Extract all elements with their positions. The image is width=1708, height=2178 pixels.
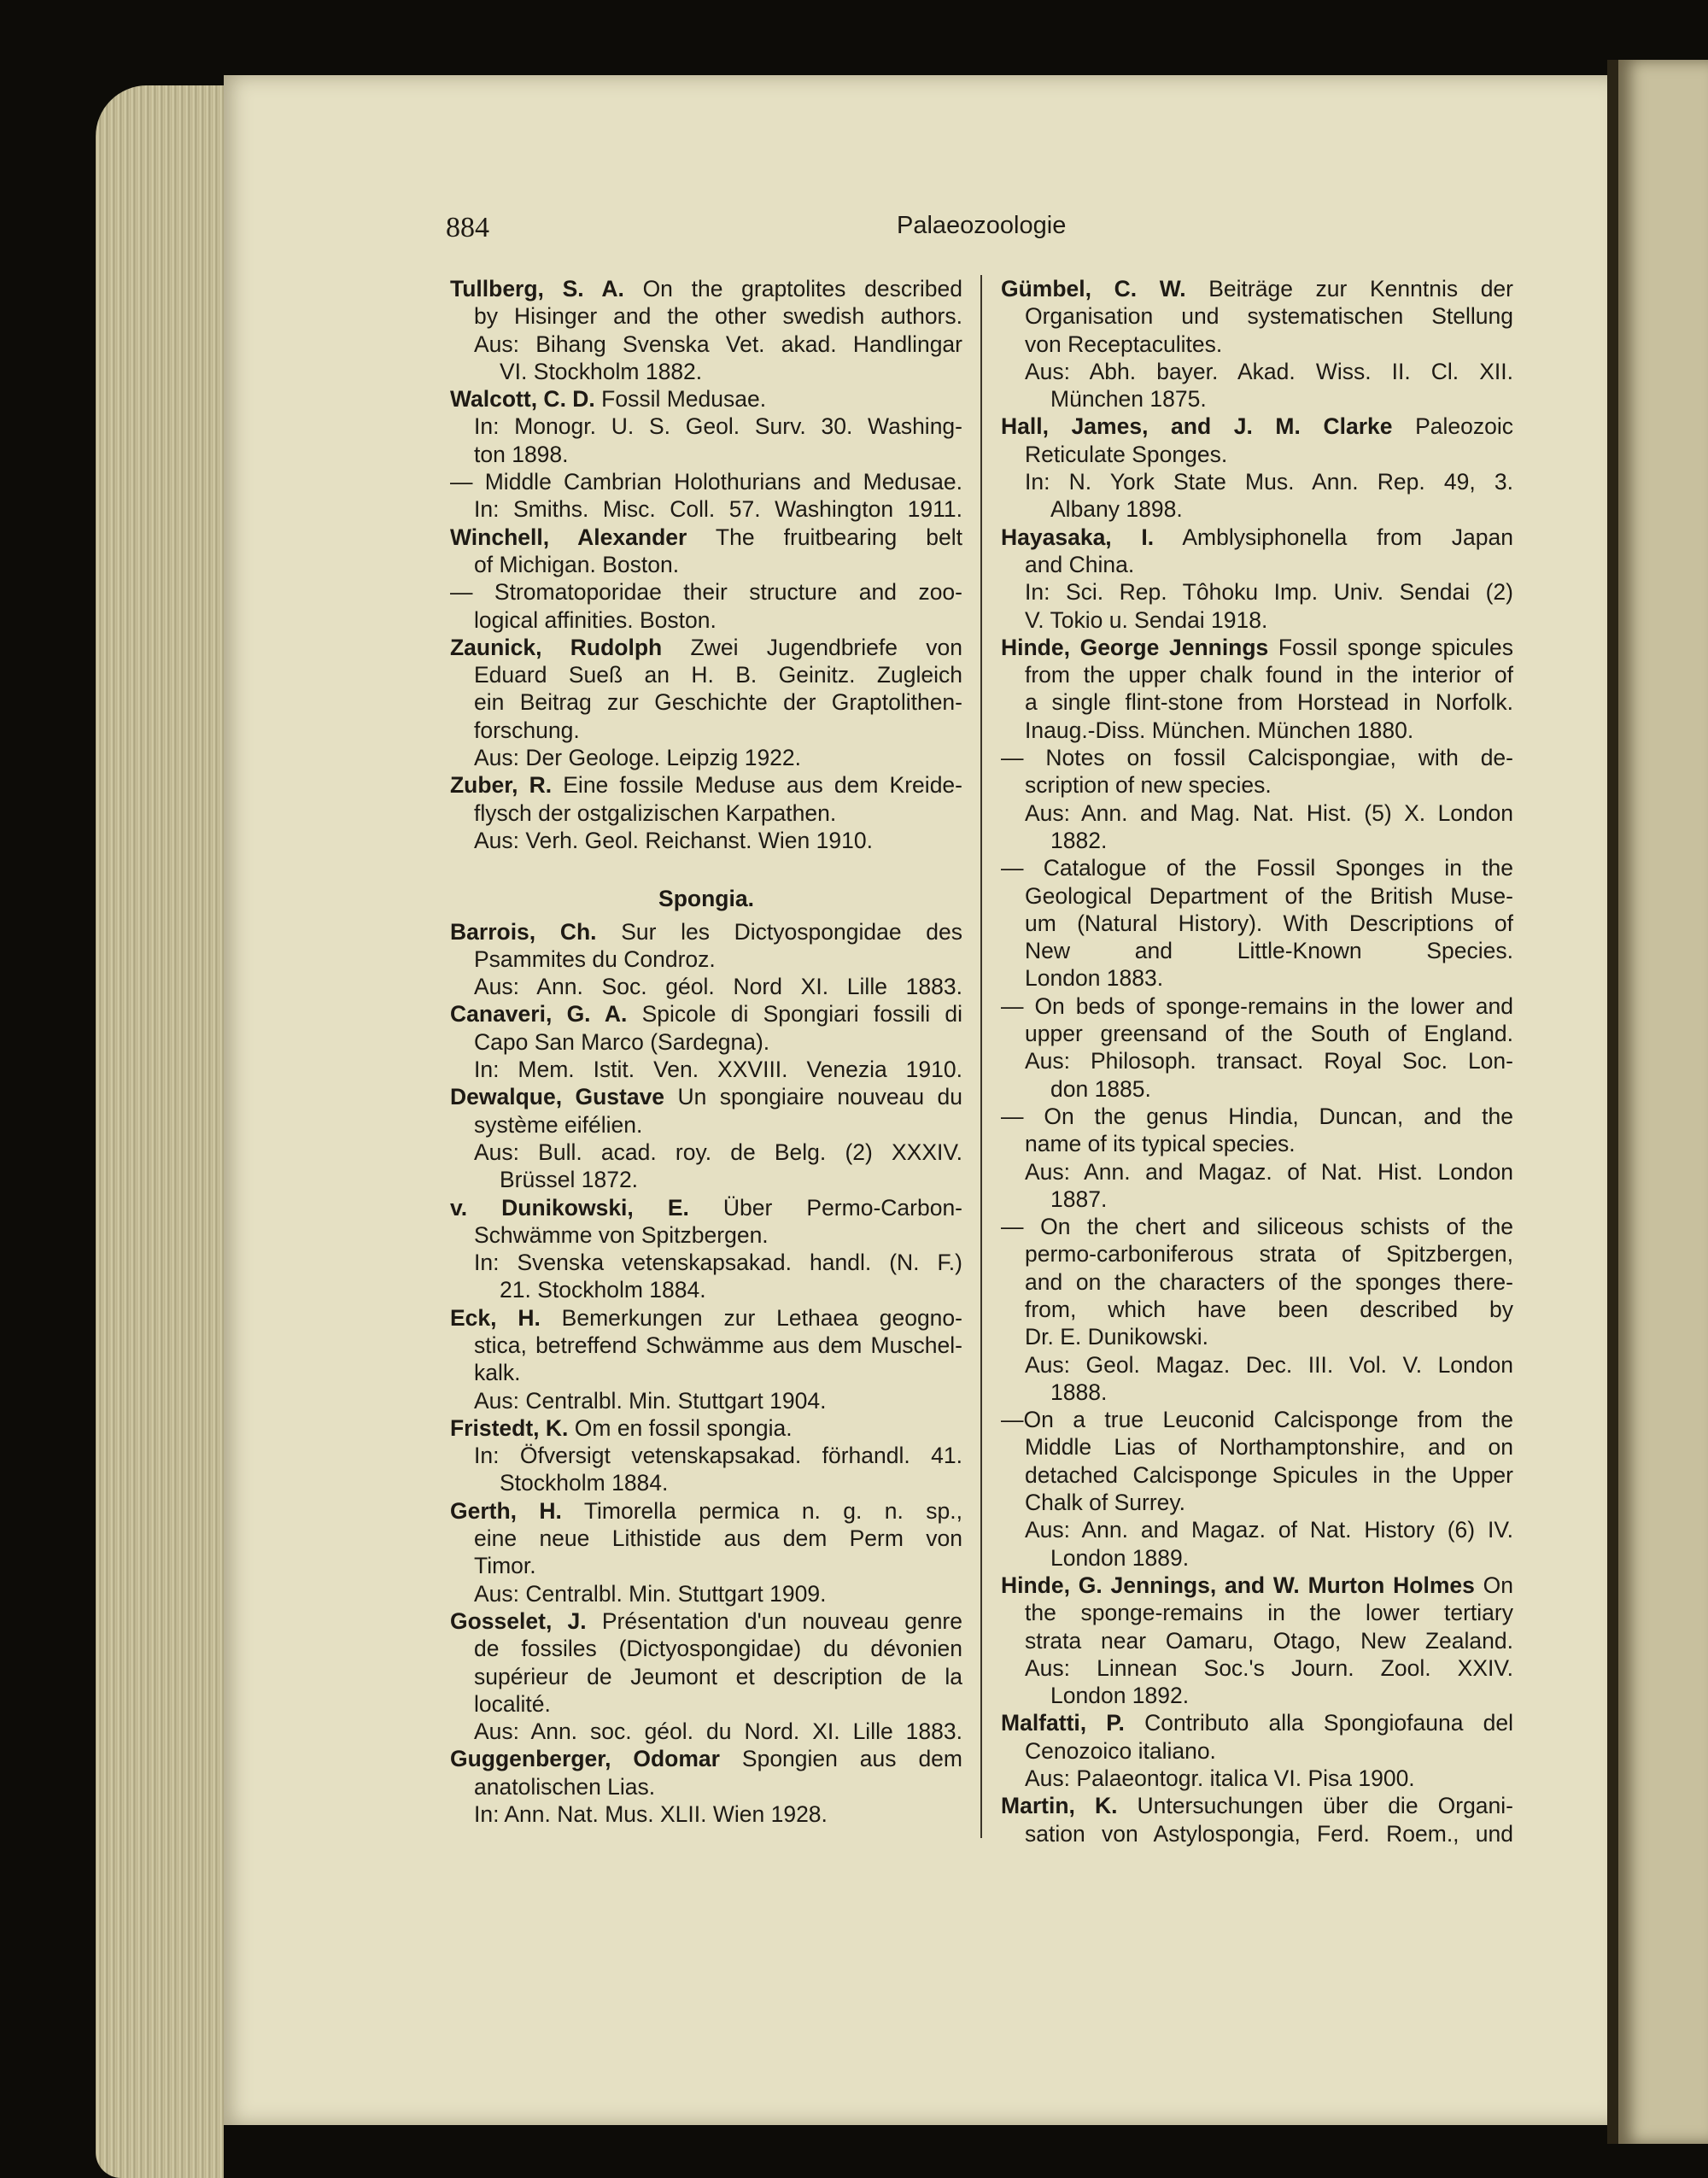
entry-text: de fossiles (Dictyospongidae) du dévonien xyxy=(474,1636,962,1662)
entry-line xyxy=(450,606,962,634)
entry-line xyxy=(450,1552,962,1579)
entry-text: Aus: Bull. acad. roy. de Belg. (2) XXXIV. xyxy=(474,1139,962,1165)
bibliography-entry xyxy=(450,771,962,854)
bibliography-entry xyxy=(450,385,962,468)
entry-text: Albany 1898. xyxy=(1050,496,1183,523)
entry-line xyxy=(1001,964,1513,992)
entry-line xyxy=(1001,1268,1513,1296)
entry-line xyxy=(1001,1379,1513,1406)
entry-text: Beiträge zur Kenntnis der xyxy=(1185,276,1513,302)
entry-line xyxy=(1001,1572,1513,1599)
entry-line xyxy=(1001,1544,1513,1572)
entry-text: Aus: Ann. and Magaz. of Nat. History (6) IV. xyxy=(1025,1517,1513,1543)
entry-text: Capo San Marco (Sardegna). xyxy=(474,1028,770,1055)
entry-author: Guggenberger, Odomar xyxy=(450,1746,720,1772)
entry-line xyxy=(450,1249,962,1276)
entry-text: London 1889. xyxy=(1050,1544,1190,1571)
entry-line xyxy=(1001,1186,1513,1213)
entry-text: — Catalogue of the Fossil Sponges in the xyxy=(1001,855,1513,881)
entry-line xyxy=(450,551,962,578)
entry-line xyxy=(450,918,962,946)
section-entries xyxy=(450,918,962,1829)
entry-line xyxy=(1001,1737,1513,1765)
bibliography-entry xyxy=(1001,1709,1513,1792)
entry-line xyxy=(1001,1158,1513,1186)
entry-author: Hayasaka, I. xyxy=(1001,524,1155,550)
entry-line xyxy=(450,771,962,799)
entry-text: don 1885. xyxy=(1050,1075,1151,1102)
entry-text: Aus: Ann. Soc. géol. Nord XI. Lille 1883. xyxy=(474,974,962,1000)
entry-text: a single flint-stone from Horstead in Norfolk. xyxy=(1025,689,1513,716)
entry-text: In: Sci. Rep. Tôhoku Imp. Univ. Sendai (2) xyxy=(1025,579,1513,606)
entry-line xyxy=(1001,1489,1513,1516)
entry-line xyxy=(450,413,962,440)
entry-line xyxy=(1001,717,1513,744)
entry-text: strata near Oamaru, Otago, New Zealand. xyxy=(1025,1627,1513,1654)
entry-line xyxy=(450,1056,962,1083)
entry-line xyxy=(450,1442,962,1469)
entry-text: of Michigan. Boston. xyxy=(474,551,680,577)
entry-line xyxy=(450,1139,962,1166)
entry-line xyxy=(450,688,962,716)
entry-text: Aus: Ann. soc. géol. du Nord. XI. Lille 1883. xyxy=(474,1718,962,1745)
entry-line xyxy=(1001,910,1513,937)
entry-line xyxy=(450,1607,962,1635)
entry-text: Aus: Geol. Magaz. Dec. III. Vol. V. London xyxy=(1025,1351,1513,1378)
entry-author: Hall, James, and J. M. Clarke xyxy=(1001,413,1393,440)
entry-line xyxy=(450,524,962,551)
entry-text: In: Svenska vetenskapsakad. handl. (N. F.) xyxy=(474,1250,962,1276)
entry-text: stica, betreffend Schwämme aus dem Muschel- xyxy=(474,1332,962,1358)
entry-text: système eifélien. xyxy=(474,1111,643,1138)
running-head: Palaeozoologie xyxy=(897,212,1067,239)
entry-line xyxy=(450,1304,962,1332)
entry-text: Chalk of Surrey. xyxy=(1025,1490,1186,1516)
entry-text: Organisation und systematischen Stellung xyxy=(1025,303,1513,330)
bibliography-entry xyxy=(450,1497,962,1607)
entry-text: Aus: Centralbl. Min. Stuttgart 1904. xyxy=(474,1387,827,1414)
entry-line xyxy=(1001,1792,1513,1819)
bibliography-entry xyxy=(1001,1792,1513,1847)
entry-text: Aus: Palaeontogr. italica VI. Pisa 1900. xyxy=(1025,1765,1415,1792)
section-heading: Spongia. xyxy=(658,886,754,912)
bibliography-entry xyxy=(450,634,962,771)
entry-line xyxy=(450,1469,962,1496)
entry-text: Timor. xyxy=(474,1553,536,1579)
entry-text: VI. Stockholm 1882. xyxy=(500,358,703,384)
entry-author: Hinde, G. Jennings, and W. Murton Holmes xyxy=(1001,1572,1475,1598)
entry-line xyxy=(450,799,962,827)
entry-line xyxy=(450,827,962,854)
entry-line xyxy=(1001,1130,1513,1157)
entry-text: In: Mem. Istit. Ven. XXVIII. Venezia 1910. xyxy=(474,1057,962,1083)
entry-text: Aus: Der Geologe. Leipzig 1922. xyxy=(474,745,802,771)
bibliography-entry xyxy=(1001,1406,1513,1572)
entry-line xyxy=(1001,688,1513,716)
entry-line xyxy=(450,973,962,1000)
entry-line xyxy=(450,441,962,468)
entry-author: Zuber, R. xyxy=(450,772,553,799)
entry-author: Winchell, Alexander xyxy=(450,524,687,550)
left-column xyxy=(450,275,962,1828)
entry-line xyxy=(1001,1654,1513,1682)
entry-text: Zwei Jugendbriefe von xyxy=(662,634,962,660)
entry-text: In: Öfversigt vetenskapsakad. förhandl. 41. xyxy=(474,1443,962,1469)
entry-text: Eduard Sueß an H. B. Geinitz. Zugleich xyxy=(474,662,962,688)
entry-text: Fossil sponge spicules xyxy=(1268,634,1513,660)
entry-text: Sur les Dictyospongidae des xyxy=(596,918,962,945)
entry-text: London 1883. xyxy=(1025,965,1164,992)
facing-page-edge xyxy=(1618,60,1708,2144)
entry-line xyxy=(450,1773,962,1800)
entry-line xyxy=(450,1359,962,1386)
entry-line xyxy=(450,385,962,413)
entry-text: von Receptaculites. xyxy=(1025,331,1223,357)
entry-line xyxy=(450,275,962,302)
entry-text: Middle Lias of Northamptonshire, and on xyxy=(1025,1434,1513,1461)
entry-line xyxy=(1001,661,1513,688)
entry-line xyxy=(1001,606,1513,634)
entry-text: Présentation d'un nouveau genre xyxy=(586,1607,962,1634)
entry-text: Timorella permica n. g. n. sp., xyxy=(561,1497,962,1524)
bibliography-entry xyxy=(450,1745,962,1828)
entry-line xyxy=(450,1800,962,1828)
entry-line xyxy=(1001,275,1513,302)
entry-text: Reticulate Sponges. xyxy=(1025,441,1228,467)
entry-text: 1882. xyxy=(1050,827,1108,853)
entry-line xyxy=(1001,634,1513,661)
bibliography-entry xyxy=(450,524,962,579)
entry-line xyxy=(1001,1461,1513,1489)
entry-text: — Middle Cambrian Holothurians and Medusae. xyxy=(450,469,962,495)
entry-line xyxy=(450,1332,962,1359)
entry-text: kalk. xyxy=(474,1360,521,1386)
entry-line xyxy=(450,331,962,358)
entry-text: scription of new species. xyxy=(1025,772,1272,799)
bibliography-entry xyxy=(1001,1103,1513,1213)
entry-line xyxy=(450,1000,962,1028)
entry-line xyxy=(1001,799,1513,827)
entry-text: Aus: Centralbl. Min. Stuttgart 1909. xyxy=(474,1580,827,1607)
entry-author: Fristedt, K. xyxy=(450,1414,569,1441)
entry-author: Eck, H. xyxy=(450,1304,541,1331)
entry-text: 1888. xyxy=(1050,1379,1108,1405)
entry-line xyxy=(450,946,962,973)
entry-text: eine neue Lithistide aus dem Perm von xyxy=(474,1525,962,1552)
entry-line xyxy=(450,1276,962,1303)
entry-text: Amblysiphonella from Japan xyxy=(1154,524,1513,550)
entry-text: In: N. York State Mus. Ann. Rep. 49, 3. xyxy=(1025,469,1513,495)
entry-line xyxy=(1001,771,1513,799)
entry-line xyxy=(1001,524,1513,551)
entry-text: Un spongiaire nouveau du xyxy=(664,1084,962,1110)
entry-line xyxy=(1001,302,1513,330)
entry-author: Zaunick, Rudolph xyxy=(450,634,663,660)
entry-line xyxy=(1001,1213,1513,1240)
entry-line xyxy=(1001,882,1513,910)
entry-text: from, which have been described by xyxy=(1025,1296,1513,1322)
right-entries xyxy=(1001,275,1513,1847)
entry-line xyxy=(1001,385,1513,413)
entry-line xyxy=(1001,441,1513,468)
entry-text: Brüssel 1872. xyxy=(500,1167,639,1193)
entry-line xyxy=(450,1387,962,1414)
entry-text: In: Monogr. U. S. Geol. Surv. 30. Washing- xyxy=(474,413,962,440)
entry-text: permo-carboniferous strata of Spitzbergen, xyxy=(1025,1241,1513,1268)
entry-text: Aus: Bihang Svenska Vet. akad. Handlingar xyxy=(474,331,962,357)
entry-line xyxy=(1001,1240,1513,1268)
entry-line xyxy=(450,661,962,688)
entry-text: Inaug.-Diss. München. München 1880. xyxy=(1025,717,1414,743)
entry-author: Canaveri, G. A. xyxy=(450,1001,628,1028)
entry-text: 21. Stockholm 1884. xyxy=(500,1277,706,1303)
bibliography-entry xyxy=(450,1000,962,1083)
entry-text: forschung. xyxy=(474,717,580,743)
entry-line xyxy=(1001,1599,1513,1626)
entry-line xyxy=(1001,744,1513,771)
entry-text: from the upper chalk found in the interior of xyxy=(1025,662,1513,688)
entry-text: On xyxy=(1474,1572,1513,1598)
bibliography-entry xyxy=(450,1607,962,1745)
entry-line xyxy=(1001,937,1513,964)
entry-author: Gerth, H. xyxy=(450,1497,562,1524)
entry-author: Hinde, George Jennings xyxy=(1001,634,1269,660)
entry-text: London 1892. xyxy=(1050,1683,1190,1709)
entry-line xyxy=(450,1525,962,1552)
bibliography-entry xyxy=(1001,1572,1513,1709)
entry-text: — On the genus Hindia, Duncan, and the xyxy=(1001,1103,1513,1129)
entry-text: In: Smiths. Misc. Coll. 57. Washington 1911. xyxy=(474,496,962,523)
entry-text: flysch der ostgalizischen Karpathen. xyxy=(474,799,837,826)
bibliography-entry xyxy=(450,468,962,524)
entry-text: Aus: Linnean Soc.'s Journ. Zool. XXIV. xyxy=(1025,1654,1513,1681)
entry-line xyxy=(450,1221,962,1249)
entry-text: Psammites du Condroz. xyxy=(474,946,716,972)
entry-line xyxy=(1001,1296,1513,1323)
column-divider xyxy=(980,275,982,1838)
entry-text: Spicole di Spongiari fossili di xyxy=(627,1001,962,1028)
bibliography-entry xyxy=(450,1194,962,1304)
entry-text: supérieur de Jeumont et description de la xyxy=(474,1663,962,1689)
entry-line xyxy=(450,468,962,495)
entry-author: Dewalque, Gustave xyxy=(450,1084,665,1110)
entry-text: anatolischen Lias. xyxy=(474,1773,656,1800)
entry-line xyxy=(450,1083,962,1110)
bibliography-entry xyxy=(450,275,962,385)
entry-line xyxy=(450,1414,962,1442)
left-entries xyxy=(450,275,962,854)
entry-line xyxy=(1001,468,1513,495)
bibliography-entry xyxy=(450,578,962,634)
bibliography-entry xyxy=(1001,992,1513,1103)
entry-text: Cenozoico italiano. xyxy=(1025,1737,1216,1764)
entry-line xyxy=(450,717,962,744)
bibliography-entry xyxy=(1001,634,1513,744)
entry-line xyxy=(450,1194,962,1221)
entry-text: In: Ann. Nat. Mus. XLII. Wien 1928. xyxy=(474,1801,828,1828)
entry-text: Aus: Ann. and Mag. Nat. Hist. (5) X. London xyxy=(1025,799,1513,826)
bibliography-entry xyxy=(450,1414,962,1497)
entry-line xyxy=(450,1718,962,1745)
entry-line xyxy=(1001,358,1513,385)
bibliography-entry xyxy=(1001,1213,1513,1406)
entry-line xyxy=(1001,1323,1513,1350)
entry-line xyxy=(450,1028,962,1056)
entry-line xyxy=(1001,854,1513,881)
entry-text: Paleozoic xyxy=(1392,413,1513,440)
bibliography-entry xyxy=(450,1304,962,1414)
entry-text: Geological Department of the British Muse- xyxy=(1025,882,1513,909)
entry-line xyxy=(450,1497,962,1525)
entry-line xyxy=(450,1580,962,1607)
entry-text: The fruitbearing belt xyxy=(687,524,962,550)
entry-line xyxy=(1001,331,1513,358)
entry-line xyxy=(1001,1103,1513,1130)
entry-text: detached Calcisponge Spicules in the Upper xyxy=(1025,1461,1513,1488)
entry-text: sation von Astylospongia, Ferd. Roem., und xyxy=(1025,1820,1513,1847)
entry-line xyxy=(1001,1406,1513,1433)
entry-line xyxy=(1001,1075,1513,1103)
entry-author: Barrois, Ch. xyxy=(450,918,597,945)
entry-line xyxy=(450,358,962,385)
entry-author: Gosselet, J. xyxy=(450,1607,587,1634)
entry-text: On the graptolites described xyxy=(623,276,963,302)
entry-line xyxy=(1001,1047,1513,1074)
entry-text: Fossil Medusae. xyxy=(594,386,767,413)
entry-text: Über Permo-Carbon- xyxy=(688,1194,963,1221)
entry-text: München 1875. xyxy=(1050,386,1207,413)
entry-line xyxy=(1001,992,1513,1020)
bibliography-entry xyxy=(1001,744,1513,854)
entry-line xyxy=(450,744,962,771)
entry-line xyxy=(1001,1020,1513,1047)
entry-text: — Stromatoporidae their structure and zoo- xyxy=(450,579,962,606)
entry-text: V. Tokio u. Sendai 1918. xyxy=(1025,606,1268,633)
entry-line xyxy=(1001,1627,1513,1654)
entry-line xyxy=(1001,413,1513,440)
entry-text: logical affinities. Boston. xyxy=(474,606,717,633)
entry-text: um (Natural History). With Descriptions of xyxy=(1025,910,1513,936)
entry-author: Martin, K. xyxy=(1001,1793,1118,1819)
entry-line xyxy=(1001,1820,1513,1847)
entry-text: and on the characters of the sponges there- xyxy=(1025,1268,1513,1295)
entry-text: the sponge-remains in the lower tertiary xyxy=(1025,1600,1513,1626)
page-number: 884 xyxy=(446,212,489,243)
entry-line xyxy=(1001,1765,1513,1792)
bibliography-entry xyxy=(1001,413,1513,523)
entry-text: Aus: Ann. and Magaz. of Nat. Hist. London xyxy=(1025,1158,1513,1185)
entry-line xyxy=(450,1166,962,1193)
right-column xyxy=(1001,275,1513,1847)
bibliography-entry xyxy=(450,1083,962,1193)
entry-text: Aus: Philosoph. transact. Royal Soc. Lon- xyxy=(1025,1048,1513,1074)
entry-text: Stockholm 1884. xyxy=(500,1470,669,1496)
bibliography-entry xyxy=(1001,275,1513,413)
entry-line xyxy=(1001,827,1513,854)
entry-text: name of its typical species. xyxy=(1025,1131,1296,1157)
entry-line xyxy=(1001,1682,1513,1709)
entry-author: Tullberg, S. A. xyxy=(450,276,624,302)
entry-line xyxy=(450,1635,962,1662)
entry-line xyxy=(450,1690,962,1718)
entry-line xyxy=(1001,495,1513,523)
entry-line xyxy=(450,1745,962,1772)
entry-text: Eine fossile Meduse aus dem Kreide- xyxy=(552,772,962,799)
entry-line xyxy=(1001,1433,1513,1461)
entry-line xyxy=(1001,578,1513,606)
entry-text: 1887. xyxy=(1050,1186,1108,1212)
entry-line xyxy=(450,302,962,330)
bibliography-entry xyxy=(1001,524,1513,634)
bibliography-entry xyxy=(450,918,962,1001)
entry-text: Bemerkungen zur Lethaea geogno- xyxy=(540,1304,962,1331)
entry-text: — Notes on fossil Calcispongiae, with de- xyxy=(1001,745,1513,771)
entry-author: v. Dunikowski, E. xyxy=(450,1194,689,1221)
entry-text: Dr. E. Dunikowski. xyxy=(1025,1324,1209,1350)
entry-text: New and Little-Known Species. xyxy=(1025,938,1513,964)
entry-text: Untersuchungen über die Organi- xyxy=(1117,1793,1513,1819)
entry-line xyxy=(450,634,962,661)
book-page-edges xyxy=(96,85,224,2178)
entry-text: ton 1898. xyxy=(474,441,569,467)
entry-line xyxy=(450,1111,962,1139)
entry-author: Malfatti, P. xyxy=(1001,1710,1125,1736)
entry-line xyxy=(1001,1516,1513,1543)
entry-text: ein Beitrag zur Geschichte der Graptolithen- xyxy=(474,689,962,716)
entry-line xyxy=(450,1663,962,1690)
entry-text: Contributo alla Spongiofauna del xyxy=(1124,1710,1513,1736)
entry-author: Gümbel, C. W. xyxy=(1001,276,1186,302)
entry-line xyxy=(450,495,962,523)
entry-line xyxy=(1001,551,1513,578)
bibliography-entry xyxy=(1001,854,1513,992)
entry-text: — On beds of sponge-remains in the lower and xyxy=(1001,992,1513,1019)
entry-text: Aus: Abh. bayer. Akad. Wiss. II. Cl. XII. xyxy=(1025,358,1513,384)
entry-text: Schwämme von Spitzbergen. xyxy=(474,1221,769,1248)
entry-text: — On the chert and siliceous schists of the xyxy=(1001,1214,1513,1240)
entry-author: Walcott, C. D. xyxy=(450,386,595,413)
entry-text: upper greensand of the South of England. xyxy=(1025,1021,1513,1047)
entry-line xyxy=(1001,1351,1513,1379)
entry-text: —On a true Leuconid Calcisponge from the xyxy=(1001,1407,1513,1433)
entry-text: Aus: Verh. Geol. Reichanst. Wien 1910. xyxy=(474,827,873,853)
entry-text: Om en fossil spongia. xyxy=(568,1414,793,1441)
entry-line xyxy=(450,578,962,606)
entry-text: Spongien aus dem xyxy=(720,1746,962,1772)
entry-text: by Hisinger and the other swedish authors. xyxy=(474,303,962,330)
entry-text: localité. xyxy=(474,1690,551,1717)
entry-text: and China. xyxy=(1025,551,1135,577)
entry-line xyxy=(1001,1709,1513,1736)
